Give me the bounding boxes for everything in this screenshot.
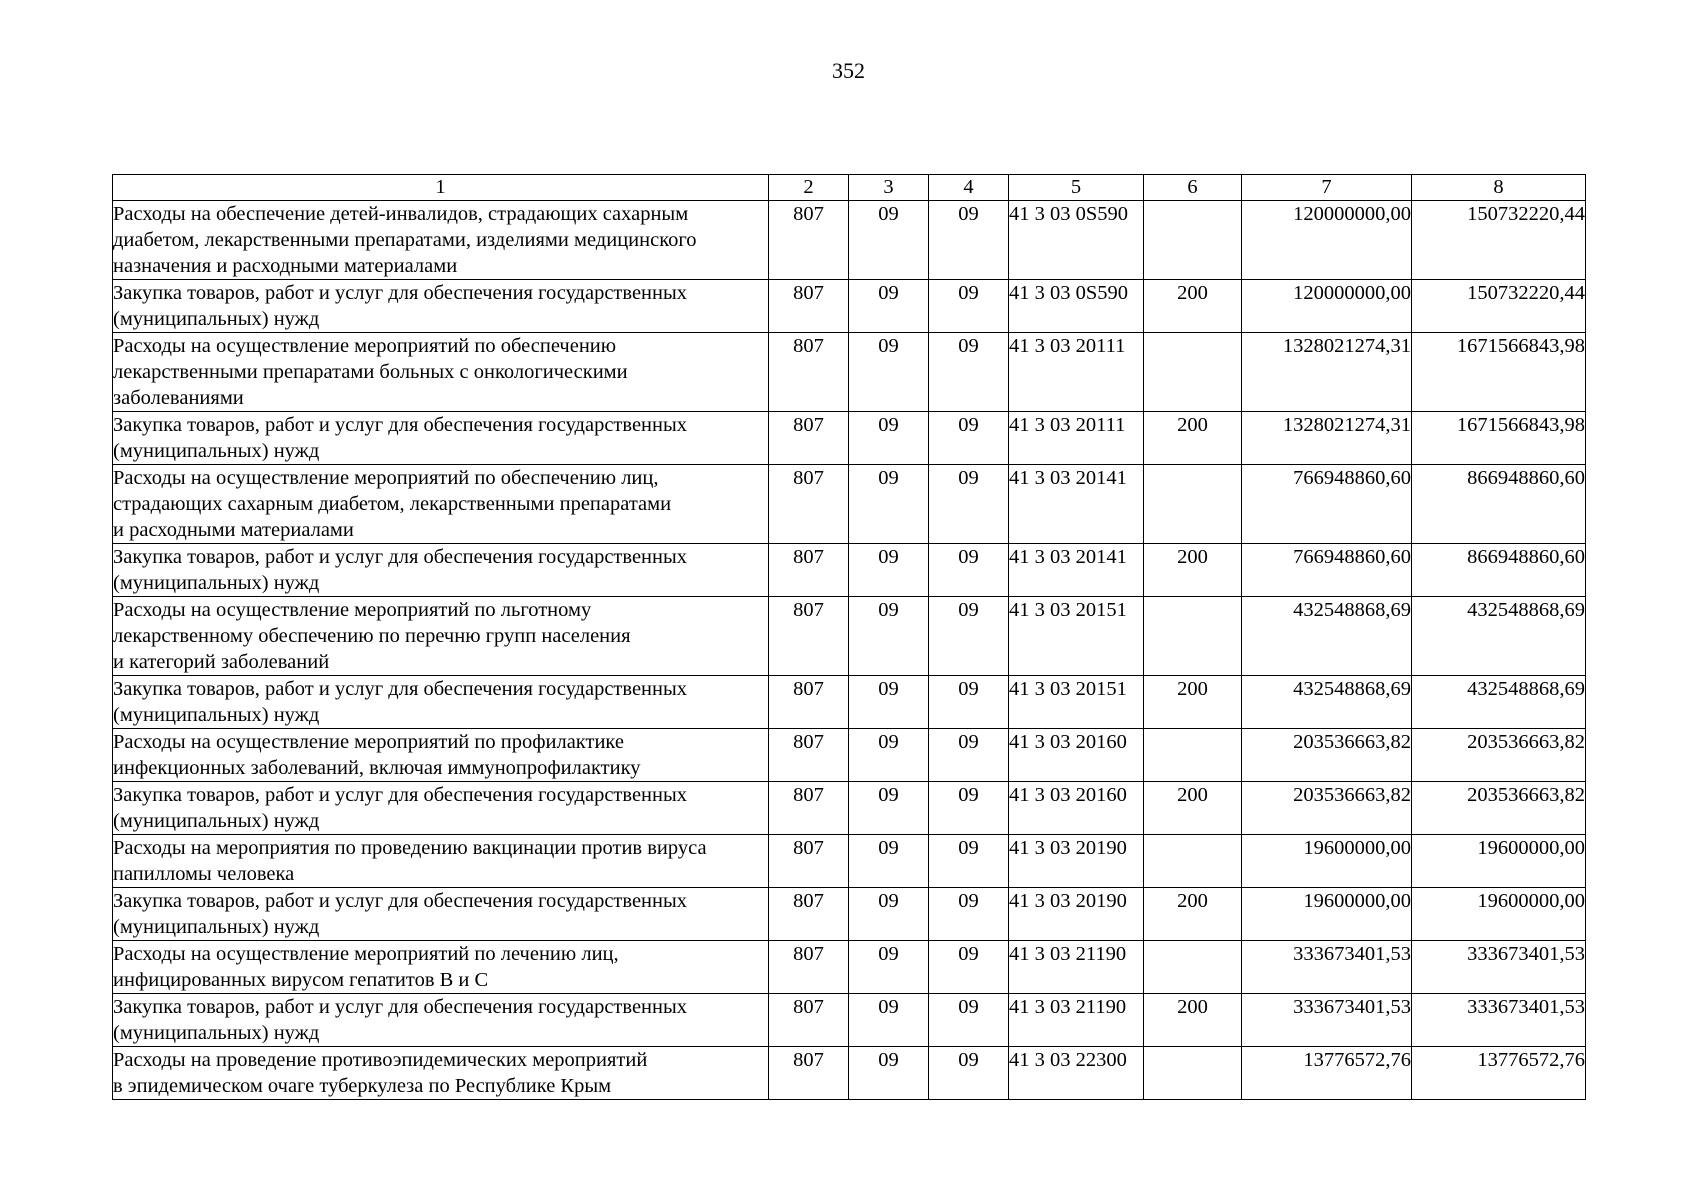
table-row bbox=[113, 782, 1586, 835]
table-row bbox=[113, 676, 1586, 729]
row-expense-type-code: 200 bbox=[1144, 782, 1242, 835]
row-amount-col-8: 432548868,69 bbox=[1412, 597, 1586, 676]
table-body bbox=[113, 201, 1586, 1100]
row-subsection-code: 09 bbox=[929, 201, 1009, 280]
row-target-article-code: 41 3 03 21190 bbox=[1009, 994, 1144, 1047]
row-description: Закупка товаров, работ и услуг для обеспечения государственных (муниципальных) нужд bbox=[113, 412, 769, 465]
row-section-code: 09 bbox=[849, 729, 929, 782]
row-target-article-code: 41 3 03 20111 bbox=[1009, 333, 1144, 412]
header-col-3: 3 bbox=[849, 175, 929, 201]
row-expense-type-code bbox=[1144, 465, 1242, 544]
header-col-7: 7 bbox=[1242, 175, 1412, 201]
row-description: Закупка товаров, работ и услуг для обеспечения государственных (муниципальных) нужд bbox=[113, 782, 769, 835]
row-amount-col-7: 19600000,00 bbox=[1242, 888, 1412, 941]
row-target-article-code: 41 3 03 20151 bbox=[1009, 676, 1144, 729]
row-subsection-code: 09 bbox=[929, 597, 1009, 676]
row-ministry-code: 807 bbox=[769, 544, 849, 597]
row-expense-type-code: 200 bbox=[1144, 994, 1242, 1047]
budget-table bbox=[112, 174, 1586, 1100]
row-ministry-code: 807 bbox=[769, 333, 849, 412]
table-row bbox=[113, 729, 1586, 782]
row-description: Закупка товаров, работ и услуг для обеспечения государственных (муниципальных) нужд bbox=[113, 888, 769, 941]
row-description: Расходы на мероприятия по проведению вакцинации против вируса папилломы человека bbox=[113, 835, 769, 888]
row-ministry-code: 807 bbox=[769, 1047, 849, 1100]
header-row bbox=[113, 175, 1586, 201]
table-row bbox=[113, 412, 1586, 465]
row-subsection-code: 09 bbox=[929, 1047, 1009, 1100]
header-col-5: 5 bbox=[1009, 175, 1144, 201]
table-row bbox=[113, 333, 1586, 412]
table-row bbox=[113, 941, 1586, 994]
row-ministry-code: 807 bbox=[769, 782, 849, 835]
row-section-code: 09 bbox=[849, 544, 929, 597]
row-amount-col-8: 203536663,82 bbox=[1412, 782, 1586, 835]
row-target-article-code: 41 3 03 20190 bbox=[1009, 888, 1144, 941]
row-subsection-code: 09 bbox=[929, 544, 1009, 597]
row-section-code: 09 bbox=[849, 676, 929, 729]
row-description: Расходы на осуществление мероприятий по профилактике инфекционных заболеваний, включая иммунопрофилактику bbox=[113, 729, 769, 782]
row-subsection-code: 09 bbox=[929, 412, 1009, 465]
table-row bbox=[113, 888, 1586, 941]
row-subsection-code: 09 bbox=[929, 465, 1009, 544]
row-amount-col-8: 13776572,76 bbox=[1412, 1047, 1586, 1100]
row-expense-type-code bbox=[1144, 1047, 1242, 1100]
row-expense-type-code bbox=[1144, 729, 1242, 782]
row-amount-col-8: 333673401,53 bbox=[1412, 941, 1586, 994]
table-row bbox=[113, 280, 1586, 333]
row-amount-col-7: 120000000,00 bbox=[1242, 201, 1412, 280]
row-description: Расходы на осуществление мероприятий по обеспечению лекарственными препаратами больных с онкологическими заболеваниями bbox=[113, 333, 769, 412]
row-target-article-code: 41 3 03 20141 bbox=[1009, 465, 1144, 544]
row-amount-col-8: 19600000,00 bbox=[1412, 888, 1586, 941]
row-amount-col-8: 150732220,44 bbox=[1412, 280, 1586, 333]
row-description: Закупка товаров, работ и услуг для обеспечения государственных (муниципальных) нужд bbox=[113, 676, 769, 729]
table-row bbox=[113, 994, 1586, 1047]
header-col-2: 2 bbox=[769, 175, 849, 201]
table-row bbox=[113, 465, 1586, 544]
row-amount-col-8: 866948860,60 bbox=[1412, 465, 1586, 544]
row-section-code: 09 bbox=[849, 465, 929, 544]
row-subsection-code: 09 bbox=[929, 835, 1009, 888]
row-subsection-code: 09 bbox=[929, 941, 1009, 994]
row-ministry-code: 807 bbox=[769, 994, 849, 1047]
row-expense-type-code: 200 bbox=[1144, 280, 1242, 333]
row-section-code: 09 bbox=[849, 835, 929, 888]
row-amount-col-8: 203536663,82 bbox=[1412, 729, 1586, 782]
row-amount-col-7: 120000000,00 bbox=[1242, 280, 1412, 333]
row-amount-col-7: 203536663,82 bbox=[1242, 729, 1412, 782]
row-target-article-code: 41 3 03 20141 bbox=[1009, 544, 1144, 597]
row-ministry-code: 807 bbox=[769, 412, 849, 465]
row-subsection-code: 09 bbox=[929, 888, 1009, 941]
row-target-article-code: 41 3 03 22300 bbox=[1009, 1047, 1144, 1100]
row-description: Расходы на осуществление мероприятий по обеспечению лиц, страдающих сахарным диабетом, лекарственными препаратами и расходными материалами bbox=[113, 465, 769, 544]
row-description: Закупка товаров, работ и услуг для обеспечения государственных (муниципальных) нужд bbox=[113, 994, 769, 1047]
row-target-article-code: 41 3 03 20190 bbox=[1009, 835, 1144, 888]
row-subsection-code: 09 bbox=[929, 729, 1009, 782]
row-subsection-code: 09 bbox=[929, 676, 1009, 729]
row-ministry-code: 807 bbox=[769, 835, 849, 888]
row-ministry-code: 807 bbox=[769, 280, 849, 333]
table-row bbox=[113, 201, 1586, 280]
row-amount-col-7: 13776572,76 bbox=[1242, 1047, 1412, 1100]
table-row bbox=[113, 544, 1586, 597]
header-col-4: 4 bbox=[929, 175, 1009, 201]
header-col-6: 6 bbox=[1144, 175, 1242, 201]
row-amount-col-7: 1328021274,31 bbox=[1242, 333, 1412, 412]
row-subsection-code: 09 bbox=[929, 994, 1009, 1047]
row-description: Расходы на проведение противоэпидемических мероприятий в эпидемическом очаге туберкулеза по Республике Крым bbox=[113, 1047, 769, 1100]
row-section-code: 09 bbox=[849, 201, 929, 280]
row-section-code: 09 bbox=[849, 597, 929, 676]
row-amount-col-8: 19600000,00 bbox=[1412, 835, 1586, 888]
header-col-8: 8 bbox=[1412, 175, 1586, 201]
row-target-article-code: 41 3 03 20160 bbox=[1009, 782, 1144, 835]
row-amount-col-8: 432548868,69 bbox=[1412, 676, 1586, 729]
row-amount-col-8: 1671566843,98 bbox=[1412, 333, 1586, 412]
row-section-code: 09 bbox=[849, 280, 929, 333]
row-target-article-code: 41 3 03 21190 bbox=[1009, 941, 1144, 994]
row-description: Закупка товаров, работ и услуг для обеспечения государственных (муниципальных) нужд bbox=[113, 544, 769, 597]
row-ministry-code: 807 bbox=[769, 676, 849, 729]
table-row bbox=[113, 1047, 1586, 1100]
row-amount-col-7: 19600000,00 bbox=[1242, 835, 1412, 888]
row-ministry-code: 807 bbox=[769, 729, 849, 782]
row-description: Расходы на осуществление мероприятий по лечению лиц, инфицированных вирусом гепатитов B и C bbox=[113, 941, 769, 994]
row-amount-col-8: 866948860,60 bbox=[1412, 544, 1586, 597]
row-amount-col-8: 1671566843,98 bbox=[1412, 412, 1586, 465]
row-section-code: 09 bbox=[849, 333, 929, 412]
row-amount-col-7: 766948860,60 bbox=[1242, 465, 1412, 544]
header-col-1: 1 bbox=[113, 175, 769, 201]
page-number: 352 bbox=[832, 58, 865, 83]
row-description: Закупка товаров, работ и услуг для обеспечения государственных (муниципальных) нужд bbox=[113, 280, 769, 333]
row-section-code: 09 bbox=[849, 994, 929, 1047]
row-section-code: 09 bbox=[849, 412, 929, 465]
row-subsection-code: 09 bbox=[929, 782, 1009, 835]
row-amount-col-7: 203536663,82 bbox=[1242, 782, 1412, 835]
row-amount-col-7: 432548868,69 bbox=[1242, 597, 1412, 676]
row-expense-type-code bbox=[1144, 333, 1242, 412]
row-expense-type-code: 200 bbox=[1144, 676, 1242, 729]
row-amount-col-8: 333673401,53 bbox=[1412, 994, 1586, 1047]
table-row bbox=[113, 597, 1586, 676]
row-target-article-code: 41 3 03 20160 bbox=[1009, 729, 1144, 782]
row-target-article-code: 41 3 03 20151 bbox=[1009, 597, 1144, 676]
row-expense-type-code bbox=[1144, 835, 1242, 888]
row-ministry-code: 807 bbox=[769, 888, 849, 941]
row-expense-type-code: 200 bbox=[1144, 544, 1242, 597]
row-amount-col-8: 150732220,44 bbox=[1412, 201, 1586, 280]
row-target-article-code: 41 3 03 0S590 bbox=[1009, 280, 1144, 333]
row-ministry-code: 807 bbox=[769, 941, 849, 994]
row-expense-type-code bbox=[1144, 941, 1242, 994]
row-description: Расходы на обеспечение детей-инвалидов, страдающих сахарным диабетом, лекарственными препаратами, изделиями медицинского назначения и расходными материалами bbox=[113, 201, 769, 280]
row-amount-col-7: 766948860,60 bbox=[1242, 544, 1412, 597]
row-section-code: 09 bbox=[849, 941, 929, 994]
row-ministry-code: 807 bbox=[769, 465, 849, 544]
row-amount-col-7: 432548868,69 bbox=[1242, 676, 1412, 729]
row-amount-col-7: 333673401,53 bbox=[1242, 994, 1412, 1047]
row-expense-type-code: 200 bbox=[1144, 888, 1242, 941]
row-amount-col-7: 1328021274,31 bbox=[1242, 412, 1412, 465]
row-ministry-code: 807 bbox=[769, 201, 849, 280]
row-ministry-code: 807 bbox=[769, 597, 849, 676]
row-amount-col-7: 333673401,53 bbox=[1242, 941, 1412, 994]
row-subsection-code: 09 bbox=[929, 333, 1009, 412]
row-section-code: 09 bbox=[849, 888, 929, 941]
row-section-code: 09 bbox=[849, 782, 929, 835]
row-expense-type-code bbox=[1144, 201, 1242, 280]
row-subsection-code: 09 bbox=[929, 280, 1009, 333]
row-section-code: 09 bbox=[849, 1047, 929, 1100]
table-row bbox=[113, 835, 1586, 888]
row-target-article-code: 41 3 03 0S590 bbox=[1009, 201, 1144, 280]
row-target-article-code: 41 3 03 20111 bbox=[1009, 412, 1144, 465]
row-expense-type-code: 200 bbox=[1144, 412, 1242, 465]
row-description: Расходы на осуществление мероприятий по льготному лекарственному обеспечению по перечню групп населения и категорий заболеваний bbox=[113, 597, 769, 676]
row-expense-type-code bbox=[1144, 597, 1242, 676]
